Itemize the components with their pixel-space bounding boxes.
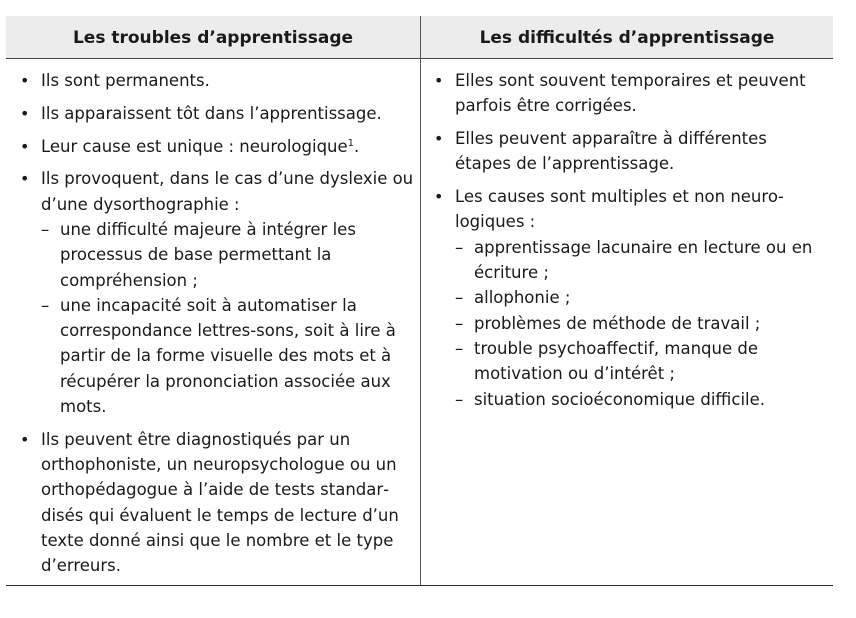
header-difficultes: Les difficultés d’apprentissage [479,28,775,48]
difficultes-item-3: Les causes sont multiples et non neurologiques : [455,187,784,232]
difficultes-item-2: Elles peuvent apparaître à différentes étapes de l’apprentissage. [455,129,767,174]
sublist-item [455,235,826,286]
sublist-item [455,311,826,336]
sublist-item [41,293,416,419]
column-difficultes [434,68,826,419]
sublist-item [455,336,826,387]
troubles-item-1: Ils sont permanents. [41,71,210,90]
list-item [20,134,416,159]
column-divider [420,16,421,585]
list-item [434,126,826,177]
difficultes-subitem-5: situation socioéconomique difficile. [474,389,766,409]
troubles-item-5: Ils peuvent être diagnostiqués par un orthophoniste, un neuropsychologue ou un orthopédagogue à l’aide de tests standardisés qui évaluent le temps de lecture d’un texte donné ainsi que le nombre et le type d’erreurs. [41,429,399,576]
list-item [20,101,416,126]
troubles-subitem-2: une incapacité soit à automatiser la correspondance lettres-sons, soit à lire à partir de la forme visuelle des mots et à récupérer la prononciation associée aux mots. [60,295,396,417]
list-item [20,166,416,419]
header-troubles: Les troubles d’apprentissage [72,28,354,48]
troubles-item-3-end: . [354,136,360,156]
difficultes-subitem-1: apprentissage lacunaire en lecture ou en écriture ; [474,237,813,283]
difficultes-subitem-4: trouble psychoaffectif, manque de motivation ou d’intérêt ; [474,338,759,384]
difficultes-item-1: Elles sont souvent temporaires et peuvent parfois être corrigées. [455,71,806,116]
comparison-table [6,16,833,586]
list-item [434,68,826,119]
troubles-sublist [41,217,416,419]
list-item [434,184,826,412]
difficultes-sublist [455,235,826,412]
difficultes-list [434,68,826,412]
troubles-item-4: Ils provoquent, dans le cas d’une dyslexie ou d’une dysorthographie : [41,169,414,214]
list-item [20,68,416,93]
sublist-item [455,387,826,412]
sublist-item [41,217,416,293]
footnote-marker: 1 [347,137,355,149]
sublist-item [455,285,826,310]
troubles-item-2: Ils apparaissent tôt dans l’apprentissage. [41,103,382,123]
list-item [20,427,416,579]
troubles-item-3: Leur cause est unique : neurologique [41,136,348,156]
difficultes-subitem-3: problèmes de méthode de travail ; [474,313,761,333]
troubles-list [20,68,416,579]
troubles-subitem-1: une difficulté majeure à intégrer les processus de base permettant la compréhension ; [60,219,356,290]
column-troubles [20,68,416,586]
difficultes-subitem-2: allophonie ; [474,288,571,308]
